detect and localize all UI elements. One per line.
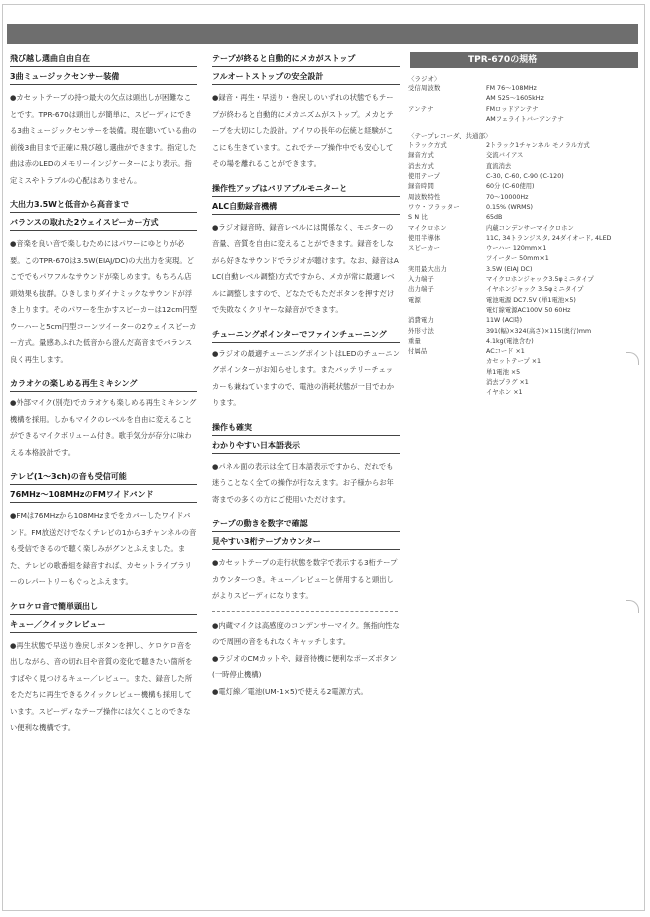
spec-value: 交流バイアス bbox=[486, 152, 524, 160]
section-body: ●カセットテープの走行状態を数字で表示する3桁テープカウンターつき。キュー／レビューと併用すると頭出しがよりスピーディになります。 bbox=[212, 558, 398, 600]
spec-value: AM 525〜1605kHz bbox=[486, 95, 544, 103]
spec-title: TPR-670の規格 bbox=[410, 52, 638, 68]
middle-column bbox=[212, 52, 400, 700]
spec-value: 60分 (C-60使用) bbox=[486, 183, 535, 191]
feature-section bbox=[212, 328, 400, 412]
spec-value: 65dB bbox=[486, 214, 503, 222]
spec-key: 受信周波数 bbox=[408, 85, 441, 92]
spec-row bbox=[408, 327, 636, 337]
spec-key: 外形寸法 bbox=[408, 327, 434, 335]
section-heading: カラオケの楽しめる再生ミキシング bbox=[10, 377, 197, 392]
spec-value: 70〜10000Hz bbox=[486, 193, 529, 201]
spec-value: 内蔵コンデンサーマイクロホン bbox=[486, 224, 574, 232]
spec-value: カセットテープ ×1 bbox=[486, 358, 542, 366]
bullet-item: ●ラジオのCMカットや、録音待機に便利なポーズボタン(一時停止機構) bbox=[212, 653, 398, 679]
spec-key: S N 比 bbox=[408, 214, 429, 222]
spec-value: 単1電池 ×5 bbox=[486, 368, 521, 376]
spec-value: ツイーター 50mm×1 bbox=[486, 255, 549, 263]
bullet-item: ●電灯線／電池(UM-1×5)で使える2電源方式。 bbox=[212, 686, 368, 696]
spec-row bbox=[408, 275, 636, 285]
section-body: ●録音・再生・早送り・巻戻しのいずれの状態でもテープが終わると自動的にメカニズムがストップ。メカとテープを大切にした設計。アイワの長年の伝統と経験がここにも生きています。これでテープ操作中でも安心してその場を離れることができます。 bbox=[212, 93, 394, 168]
spec-value: FM 76〜108MHz bbox=[486, 85, 537, 92]
spec-row bbox=[408, 347, 636, 357]
spec-row bbox=[408, 172, 636, 182]
spec-row bbox=[408, 213, 636, 223]
spec-key: トラック方式 bbox=[408, 142, 447, 150]
spec-key: 実用最大出力 bbox=[408, 265, 447, 273]
section-subheading: バランスの取れた2ウェイスピーカー方式 bbox=[10, 216, 197, 231]
left-column bbox=[10, 52, 197, 737]
spec-row bbox=[408, 234, 636, 244]
spec-row bbox=[408, 316, 636, 326]
feature-section bbox=[212, 52, 400, 173]
feature-section bbox=[10, 198, 197, 368]
spec-value: 電灯線電源AC100V 50 60Hz bbox=[486, 306, 571, 314]
section-heading: 大出力3.5Wと低音から高音まで bbox=[10, 198, 197, 213]
spec-key: 入力端子 bbox=[408, 276, 434, 284]
spec-value: 0.15% (WRMS) bbox=[486, 203, 533, 211]
spec-key: 重量 bbox=[408, 337, 421, 345]
section-subheading: わかりやすい日本語表示 bbox=[212, 439, 400, 454]
spec-key bbox=[408, 254, 486, 264]
spec-row bbox=[408, 162, 636, 172]
spec-row bbox=[408, 378, 636, 388]
section-body: ●ラジオ録音時、録音レベルには関係なく、モニターの音量、音質を自由に変えることができます。録音をしながら好きなサウンドでラジオが聴けます。なお、録音はALC(自動レベル調整)方式ですから、メカが常に最適レベルに調整しますので、どなたでもただボタンを押すだけで失敗なくクリヤーな録音ができます。 bbox=[212, 222, 399, 314]
spec-value: 2トラック1チャンネル モノラル方式 bbox=[486, 142, 590, 150]
spec-row bbox=[408, 105, 636, 115]
spec-key: 消費電力 bbox=[408, 317, 434, 325]
spec-value: ウーハー 120mm×1 bbox=[486, 245, 547, 253]
section-heading: チューニングポインターでファインチューニング bbox=[212, 328, 400, 343]
section-body: ●カセットテープの持つ最大の欠点は頭出しが困難なことです。TPR-670は頭出しが簡単に、スピーディにできる3曲ミュージックセンサーを装備。現在聴いている曲の前後3曲目まで正確に飛び越し選曲ができます。指定した曲は赤のLEDのメモリーインジケーターにより表示。指定ミスやトラブルの心配はありません。 bbox=[10, 93, 197, 185]
section-body: ●ラジオの最適チューニングポイントはLEDのチューニングポインターがお知らせします。またバッテリーチェッカーも兼ねていますので、電池の消耗状態が一目でわかります。 bbox=[212, 348, 400, 407]
feature-section bbox=[10, 52, 197, 189]
spec-row bbox=[408, 388, 636, 398]
section-heading: テレビ(1〜3ch)の音も受信可能 bbox=[10, 470, 197, 485]
section-heading: テープが終ると自動的にメカがストップ bbox=[212, 52, 400, 67]
section-subheading: フルオートストップの安全設計 bbox=[212, 70, 400, 85]
spec-value: 11C, 34トランジスタ, 24ダイオード, 4LED bbox=[486, 234, 612, 242]
spec-key bbox=[408, 378, 486, 388]
section-body: ●音楽を良い音で楽しむためにはパワーにゆとりが必要。このTPR-670は3.5W(EIAJ/DC)の大出力を実現。どこででもパワフルなサウンドが楽しめます。もちろん店頭効果も抜群。ひきしまりダイナミックなサウンドが浮き上ります。そのパワーを生かすスピーカーは12cm円型ウーハーと5cm円型コーンツイーターの2ウェイスピーカー方式。量感あふれた低音から澄んだ高音までバランス良く再生します。 bbox=[10, 239, 197, 364]
section-heading: 操作も確実 bbox=[212, 421, 400, 436]
spec-value: FMロッドアンテナ bbox=[486, 105, 539, 113]
spec-group-label: 〈ラジオ〉 bbox=[408, 75, 441, 83]
spec-key: 使用半導体 bbox=[408, 234, 441, 242]
spec-table bbox=[408, 74, 636, 399]
section-subheading: ALC自動録音機構 bbox=[212, 200, 400, 215]
spec-row bbox=[408, 203, 636, 213]
spec-row bbox=[408, 244, 636, 254]
spec-row bbox=[408, 306, 636, 316]
spec-key bbox=[408, 368, 486, 378]
spec-value: 3.5W (EIAJ DC) bbox=[486, 265, 533, 273]
spec-key: ワウ・フラッター bbox=[408, 203, 460, 211]
spec-column bbox=[408, 52, 636, 399]
spec-value: ACコード ×1 bbox=[486, 348, 525, 356]
section-heading: 操作性アップはバリアブルモニターと bbox=[212, 182, 400, 197]
section-body: ●外部マイク(別売)でカラオケも楽しめる再生ミキシング機構を採用。しかもマイクのレベルを自由に変えることができるマイクボリューム付き。歌手気分が存分に味わえる本格設計です。 bbox=[10, 398, 197, 457]
spec-row bbox=[408, 285, 636, 295]
section-heading: テープの動きを数字で確認 bbox=[212, 517, 400, 532]
spec-key bbox=[408, 388, 486, 398]
spec-value: イヤホンジャック 3.5φミニタイプ bbox=[486, 286, 584, 294]
section-subheading: 見やすい3桁テープカウンター bbox=[212, 535, 400, 550]
spec-key bbox=[408, 357, 486, 367]
spec-value: C-30, C-60, C-90 (C-120) bbox=[486, 173, 564, 181]
section-heading: ケロケロ音で簡単頭出し bbox=[10, 600, 197, 615]
section-subheading: 3曲ミュージックセンサー装備 bbox=[10, 70, 197, 85]
spec-key: 消去方式 bbox=[408, 162, 434, 170]
spec-key: 電源 bbox=[408, 296, 421, 304]
spec-row bbox=[408, 94, 636, 104]
spec-value: 391(幅)×324(高さ)×115(奥行)mm bbox=[486, 327, 592, 335]
spec-row bbox=[408, 357, 636, 367]
spec-value: マイクロホンジャック3.5φミニタイプ bbox=[486, 276, 594, 284]
feature-section bbox=[212, 421, 400, 509]
section-subheading: 76MHz〜108MHzのFMワイドバンド bbox=[10, 488, 197, 503]
spec-row bbox=[408, 151, 636, 161]
spec-value: 4.1kg(電池含む) bbox=[486, 337, 534, 345]
spec-row bbox=[408, 254, 636, 264]
spec-value: 直流消去 bbox=[486, 162, 512, 170]
spec-value: 消去プラグ ×1 bbox=[486, 379, 529, 387]
section-body: ●FMは76MHzから108MHzまでをカバーしたワイドバンド。FM放送だけでなくテレビの1から3チャンネルの音も受信できるので聴く楽しみがグンとふえました。また、テレビの歌番組を録音すれば、カセットライブラリーのレパートリーもぐっとふえます。 bbox=[10, 511, 197, 586]
spec-key: マイクロホン bbox=[408, 224, 447, 232]
top-banner-bar bbox=[7, 24, 638, 44]
feature-section bbox=[212, 517, 400, 605]
spec-key bbox=[408, 115, 486, 125]
spec-row bbox=[408, 115, 636, 125]
feature-section bbox=[10, 377, 197, 461]
spec-row bbox=[408, 368, 636, 378]
spec-key: 出力端子 bbox=[408, 286, 434, 294]
spec-row bbox=[408, 224, 636, 234]
feature-section bbox=[10, 470, 197, 591]
spec-key: スピーカー bbox=[408, 245, 441, 253]
spec-key: 付属品 bbox=[408, 348, 428, 356]
spec-row bbox=[408, 337, 636, 347]
section-heading: 飛び越し選曲自由自在 bbox=[10, 52, 197, 67]
feature-section bbox=[212, 182, 400, 319]
spec-row bbox=[408, 182, 636, 192]
feature-section bbox=[10, 600, 197, 737]
spec-key: 録音時間 bbox=[408, 183, 434, 191]
spec-key: アンテナ bbox=[408, 105, 434, 113]
section-body: ●再生状態で早送り巻戻しボタンを押し、ケロケロ音を出しながら、音の切れ目や音質の変化で聴きたい箇所をすばやく見つけるキュー／レビュー。また、録音した所をただちに再生できるクイックレビュー機構も採用しています。スピーディなテープ操作には欠くことのできない便利な機構です。 bbox=[10, 640, 193, 732]
dashed-divider bbox=[212, 611, 398, 612]
spec-row bbox=[408, 141, 636, 151]
bullet-item: ●内蔵マイクは高感度のコンデンサーマイク。無指向性なので周囲の音をもれなくキャッチします。 bbox=[212, 620, 400, 646]
spec-row bbox=[408, 296, 636, 306]
spec-row bbox=[408, 193, 636, 203]
spec-key bbox=[408, 306, 486, 316]
section-body: ●パネル面の表示は全て日本語表示ですから、だれでも迷うことなく全ての操作が行なえます。お子様からお年寄までの多くの方にご使用いただけます。 bbox=[212, 461, 394, 504]
spec-group-label: 〈テープレコーダ、共通部〉 bbox=[408, 132, 492, 141]
spec-value: 電池電源 DC7.5V (単1電池×5) bbox=[486, 296, 576, 304]
section-subheading: キュー／クイックレビュー bbox=[10, 618, 197, 633]
spec-key bbox=[408, 94, 486, 104]
spec-key: 使用テープ bbox=[408, 173, 441, 181]
spec-value: 11W (AC時) bbox=[486, 317, 523, 325]
spec-row bbox=[408, 84, 636, 94]
spec-key: 周波数特性 bbox=[408, 193, 441, 201]
spec-key: 録音方式 bbox=[408, 152, 434, 160]
spec-row bbox=[408, 265, 636, 275]
spec-value: AMフェライトバーアンテナ bbox=[486, 115, 564, 123]
spec-value: イヤホン ×1 bbox=[486, 389, 523, 397]
